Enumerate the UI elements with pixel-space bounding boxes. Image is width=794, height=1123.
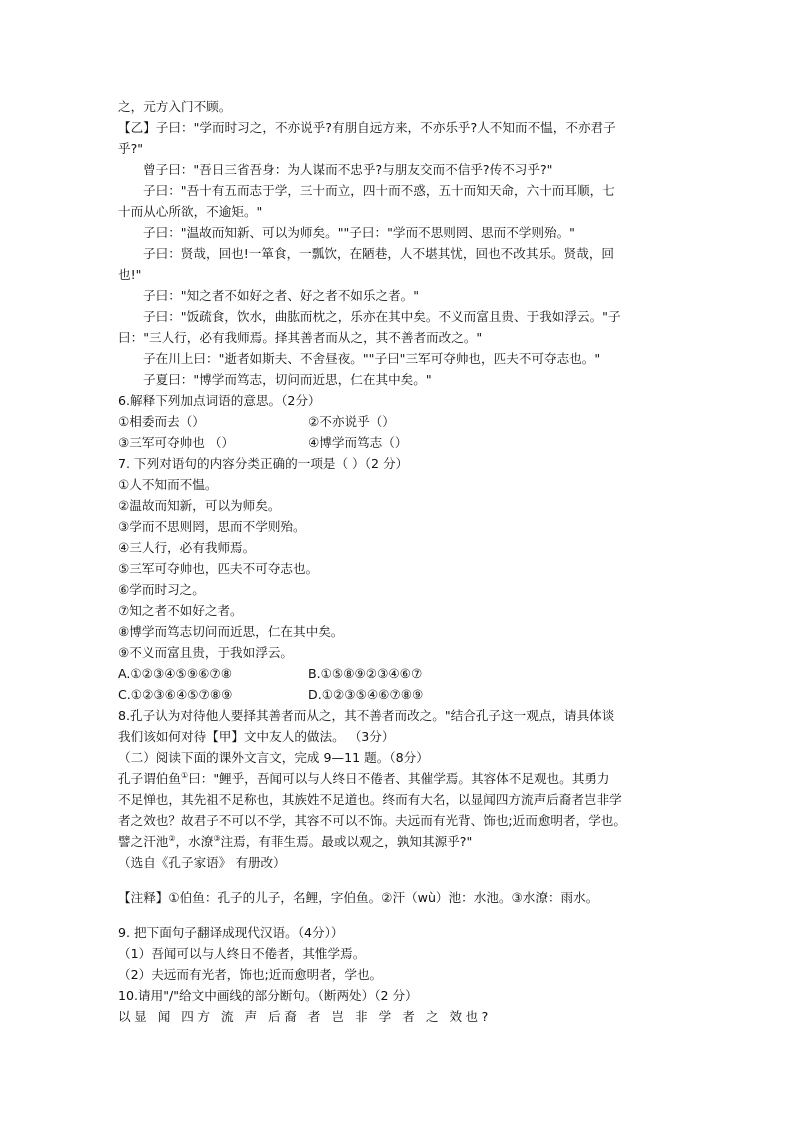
document-page — [118, 96, 688, 1027]
q7-statement: ③学而不思则罔，思而不学则殆。 — [118, 519, 306, 534]
passage-line: 譬之汗池②，水潦③注焉，有菲生焉。最或以观之，孰知其源乎?" — [118, 833, 473, 849]
q6-item: ②不亦说乎（） — [308, 414, 395, 429]
question-7: 7. 下列对语句的内容分类正确的一项是（ ）（2 分） — [118, 456, 409, 471]
text-line: 子夏曰："博学而笃志，切问而近思，仁在其中矣。" — [143, 372, 432, 387]
section-heading: （二）阅读下面的课外文言文，完成 9—11 题。（8分） — [118, 750, 429, 765]
q7-statement: ⑦知之者不如好之者。 — [118, 603, 243, 618]
text-line: 子曰："知之者不如好之者、好之者不如乐之者。" — [143, 288, 420, 303]
q9-item: （1）吾闻可以与人终日不倦者，其惟学焉。 — [118, 946, 366, 961]
passage-line: 不足惮也，其先祖不足称也，其族姓不足道也。终而有大名，以显闻四方流声后裔者岂非学 — [118, 792, 622, 807]
footnote-mark: ② — [168, 833, 176, 843]
q7-statement: ⑨不义而富且贵，于我如浮云。 — [118, 645, 294, 660]
q6-row-2 — [118, 432, 688, 453]
text-line: 子曰：贤哉，回也!一箪食，一瓢饮，在陋巷，人不堪其忧，回也不改其乐。贤哉，回 — [143, 246, 615, 261]
q7-statement: ②温故而知新，可以为师矣。 — [118, 498, 281, 513]
text-line: 子曰："温故而知新、可以为师矣。""子曰："学而不思则罔、思而不学则殆。" — [143, 225, 575, 240]
source-note: （选自《孔子家语》 有册改） — [118, 855, 286, 870]
question-6: 6.解释下列加点词语的意思。（2分） — [118, 393, 321, 408]
q10-sentence: 以显 闻 四方 流 声 后裔 者 岂 非 学 者 之 效也? — [118, 1009, 492, 1024]
choice-a: A.①②③④⑤⑨⑥⑦⑧ — [118, 666, 233, 681]
passage-line: 孔子谓伯鱼①曰："鲤乎，吾闻可以与人终日不倦者、其催学焉。其容体不足观也。其勇力 — [118, 770, 610, 786]
q7-choices-row-2 — [118, 684, 688, 705]
annotations: 【注释】①伯鱼：孔子的儿子，名鲤，字伯鱼。②汗（wù）池：水池。③水潦：雨水。 — [118, 890, 599, 905]
footnote-mark: ① — [180, 770, 189, 780]
q7-statement: ⑥学而时习之。 — [118, 582, 205, 597]
q6-item: ③三军可夺帅也 （） — [118, 435, 235, 450]
q7-choices-row-1 — [118, 663, 688, 684]
question-9: 9. 把下面句子翻译成现代汉语。（4分）） — [118, 925, 344, 940]
q9-item: （2）夫远而有光者，饰也;近而愈明者，学也。 — [118, 967, 383, 982]
text-line: 【乙】子曰："学而时习之，不亦说乎?有朋自远方来，不亦乐乎?人不知而不愠，不亦君子 — [118, 120, 616, 135]
q7-statement: ⑤三军可夺帅也，匹夫不可夺志也。 — [118, 561, 319, 576]
text-line: 之，元方入门不顾。 — [118, 99, 232, 114]
passage-line: 者之效也？故君子不可以不学，其容不可以不饰。夫远而有光背、饰也;近而愈明者，学也。 — [118, 813, 626, 828]
question-10: 10.请用"/"给文中画线的部分断句。（断两处）（2 分） — [118, 988, 418, 1003]
q7-statement: ①人不知而不愠。 — [118, 477, 218, 492]
text-line: 也!" — [118, 267, 142, 282]
footnote-mark: ③ — [213, 833, 221, 843]
q6-row-1 — [118, 411, 688, 432]
q6-item: ①相委而去（） — [118, 414, 205, 429]
question-8-cont: 我们该如何对待【甲】文中友人的做法。 （3分） — [118, 729, 395, 744]
choice-d: D.①②③⑤④⑥⑦⑧⑨ — [308, 687, 424, 702]
q6-item: ④博学而笃志（） — [308, 435, 408, 450]
q7-statement: ⑧博学而笃志切问而近思，仁在其中矣。 — [118, 624, 344, 639]
text-line: 子在川上曰："逝者如斯夫、不舍昼夜。""子曰"三军可夺帅也，匹夫不可夺志也。" — [143, 351, 601, 366]
choice-b: B.①⑤⑧⑨②③④⑥⑦ — [308, 666, 423, 681]
text-line: 十而从心所欲，不逾矩。" — [118, 204, 263, 219]
choice-c: C.①②③⑥④⑤⑦⑧⑨ — [118, 687, 233, 702]
q7-statement: ④三人行，必有我师焉。 — [118, 540, 256, 555]
question-8: 8.孔子认为对待他人要择其善者而从之，其不善者而改之。"结合孔子这一观点，请具体谈 — [118, 708, 615, 723]
text-line: 曰："三人行，必有我师焉。择其善者而从之，其不善者而改之。" — [118, 330, 483, 345]
text-line: 曾子曰："吾日三省吾身：为人谋而不忠乎?与朋友交而不信乎?传不习乎?" — [143, 162, 553, 177]
text-line: 子曰："饭疏食，饮水，曲肱而枕之，乐亦在其中矣。不义而富且贵、于我如浮云。"子 — [143, 309, 621, 324]
text-line: 乎?" — [118, 141, 144, 156]
text-line: 子曰："吾十有五而志于学，三十而立，四十而不惑，五十而知天命，六十而耳顺，七 — [143, 183, 615, 198]
